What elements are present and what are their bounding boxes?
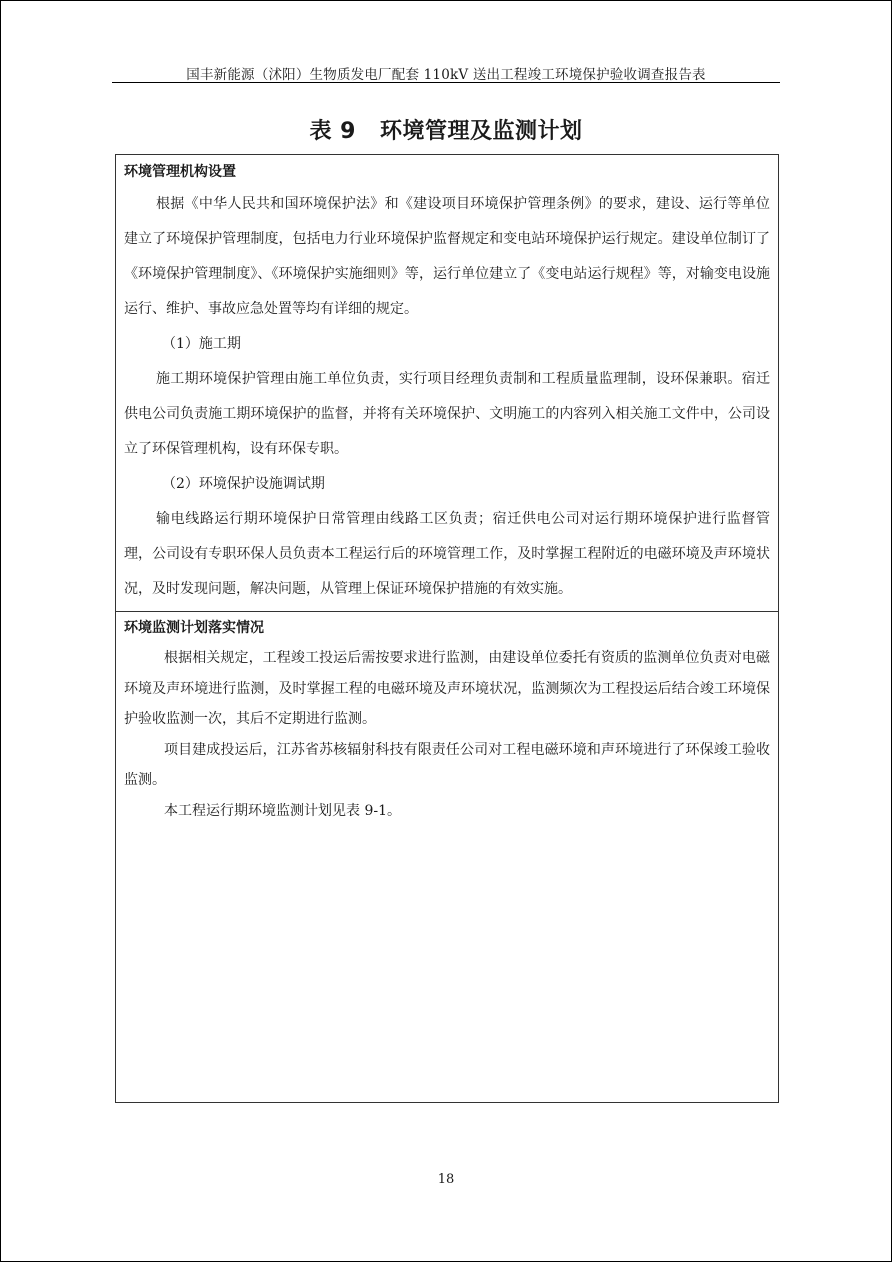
- subsection-heading-commissioning: （2）环境保护设施调试期: [162, 476, 325, 492]
- intro-paragraph: 根据《中华人民共和国环境保护法》和《建设项目环境保护管理条例》的要求，建设、运行等单位建立了环境保护管理制度，包括电力行业环境保护监督规定和变电站环境保护运行规定。建设单位制订了《环境保护管理制度》、《环境保护实施细则》等，运行单位建立了《变电站运行规程》等，对输变电设施运行、维护、事故应急处置等均有详细的规定。: [124, 196, 770, 317]
- construction-paragraph: 施工期环境保护管理由施工单位负责，实行项目经理负责制和工程质量监理制，设环保兼职。宿迁供电公司负责施工期环境保护的监督，并将有关环境保护、文明施工的内容列入相关施工文件中，公司设立了环保管理机构，设有环保专职。: [124, 371, 770, 457]
- monitoring-paragraph-2: 项目建成投运后，江苏省苏核辐射科技有限责任公司对工程电磁环境和声环境进行了环保竣工验收监测。: [124, 741, 770, 788]
- section-monitoring-plan: [124, 617, 770, 826]
- section-divider: [116, 611, 778, 612]
- table-number: 表 9: [309, 119, 356, 144]
- page-title: [0, 114, 892, 145]
- running-header: 国丰新能源（沭阳）生物质发电厂配套 110kV 送出工程竣工环境保护验收调查报告表: [186, 67, 706, 83]
- header-rule: [112, 82, 780, 83]
- section-heading: 环境管理机构设置: [124, 164, 236, 180]
- monitoring-paragraph-3: 本工程运行期环境监测计划见表 9-1。: [164, 802, 401, 819]
- commissioning-paragraph: 输电线路运行期环境保护日常管理由线路工区负责；宿迁供电公司对运行期环境保护进行监督管理，公司设有专职环保人员负责本工程运行后的环境管理工作，及时掌握工程附近的电磁环境及声环境状况，及时发现问题，解决问题，从管理上保证环境保护措施的有效实施。: [124, 511, 770, 597]
- section-management-organization: [124, 161, 770, 607]
- subsection-heading-construction: （1）施工期: [162, 336, 241, 352]
- page-number: 18: [437, 1172, 455, 1187]
- section-heading: 环境监测计划落实情况: [124, 620, 264, 636]
- content-frame: [115, 154, 779, 1103]
- monitoring-paragraph-1: 根据相关规定，工程竣工投运后需按要求进行监测，由建设单位委托有资质的监测单位负责对电磁环境及声环境进行监测，及时掌握工程的电磁环境及声环境状况，监测频次为工程投运后结合竣工环境保护验收监测一次，其后不定期进行监测。: [124, 650, 770, 727]
- table-title: 环境管理及监测计划: [379, 119, 583, 144]
